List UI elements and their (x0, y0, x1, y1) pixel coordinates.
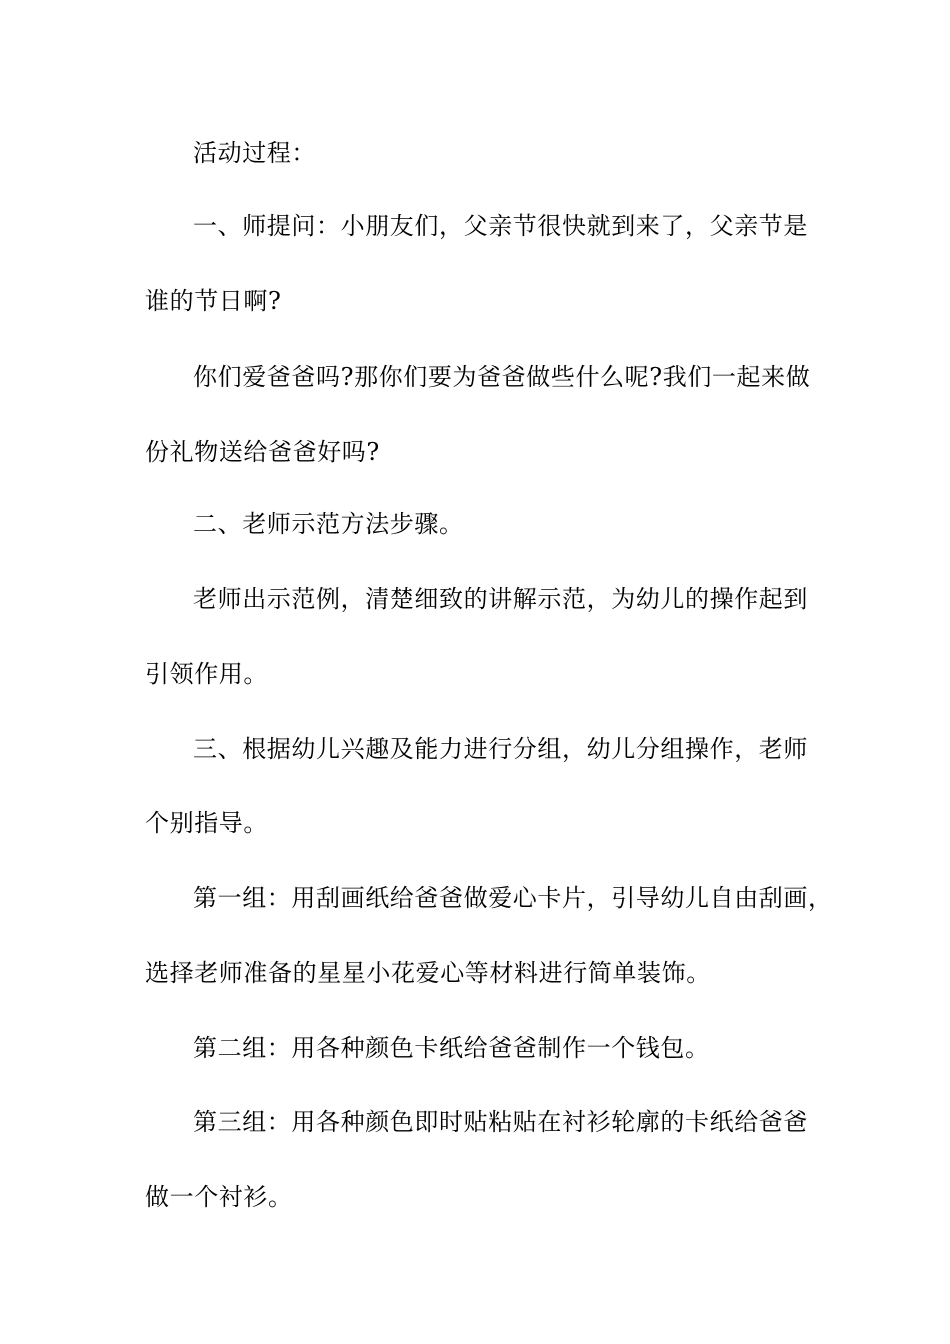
paragraph-line: 第二组：用各种颜色卡纸给爸爸制作一个钱包。 (193, 1034, 710, 1062)
paragraph-line: 第三组：用各种颜色即时贴粘贴在衬衫轮廓的卡纸给爸爸 (193, 1108, 808, 1136)
paragraph-line: 份礼物送给爸爸好吗? (145, 438, 380, 466)
paragraph-line: 三、根据幼儿兴趣及能力进行分组，幼儿分组操作，老师 (193, 735, 808, 763)
paragraph-line: 你们爱爸爸吗?那你们要为爸爸做些什么呢?我们一起来做 (193, 363, 811, 391)
section-heading: 活动过程： (193, 139, 316, 167)
paragraph-line: 老师出示范例，清楚细致的讲解示范，为幼儿的操作起到 (193, 585, 808, 613)
paragraph-line: 谁的节日啊? (145, 287, 282, 315)
paragraph-line: 做一个衬衫。 (145, 1183, 293, 1211)
paragraph-line: 选择老师准备的星星小花爱心等材料进行简单装饰。 (145, 959, 711, 987)
paragraph-line: 一、师提问：小朋友们，父亲节很快就到来了，父亲节是 (193, 212, 808, 240)
paragraph-line: 第一组：用刮画纸给爸爸做爱心卡片，引导幼儿自由刮画， (193, 884, 833, 912)
paragraph-line: 个别指导。 (145, 809, 268, 837)
paragraph-line: 二、老师示范方法步骤。 (193, 510, 464, 538)
paragraph-line: 引领作用。 (145, 660, 268, 688)
